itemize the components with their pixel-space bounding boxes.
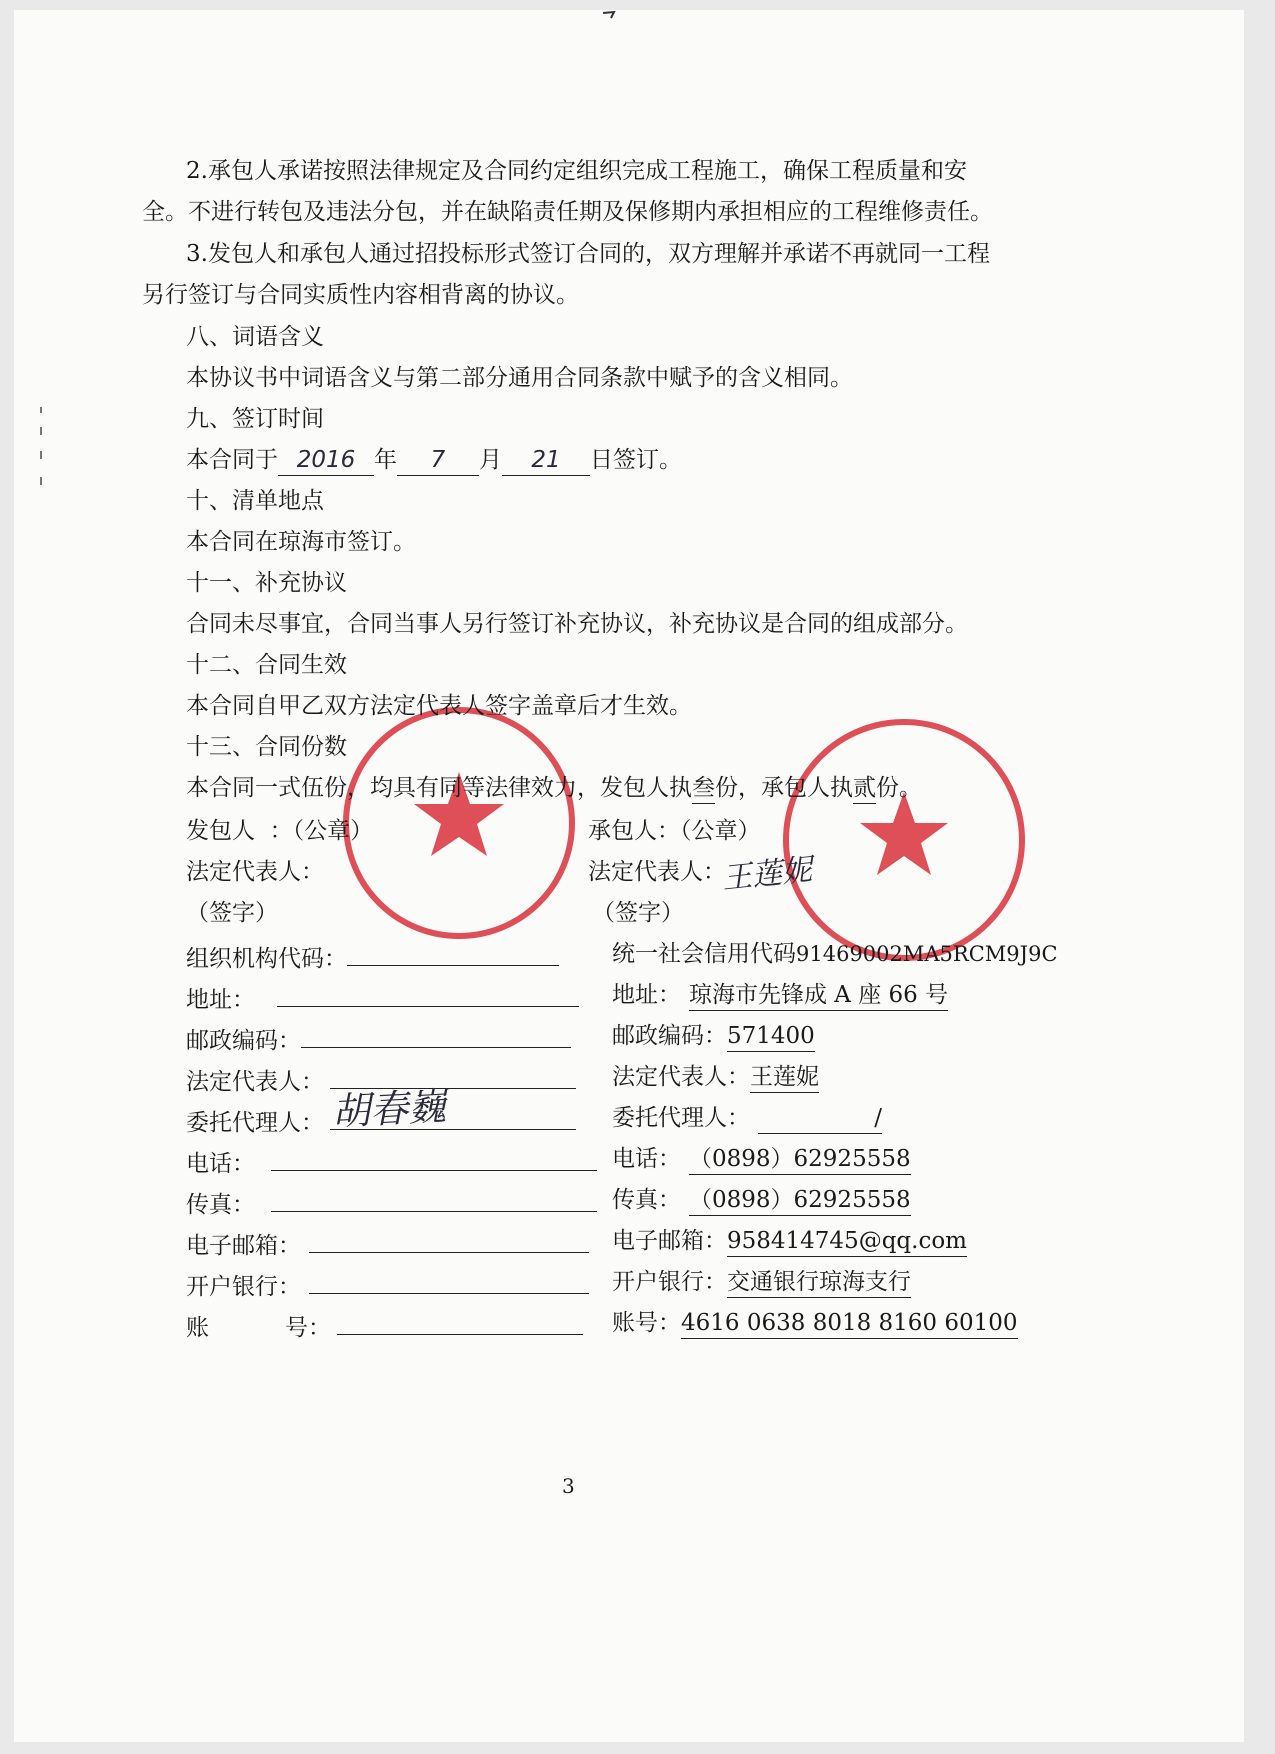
clause-2-line-1: 2.承包人承诺按照法律规定及合同约定组织完成工程施工，确保工程质量和安 xyxy=(186,158,967,184)
contractor-tel-label: 电话： xyxy=(612,1146,681,1172)
heading-8: 八、词语含义 xyxy=(186,324,324,350)
page-number: 3 xyxy=(562,1474,575,1498)
heading-9: 九、签订时间 xyxy=(186,406,324,432)
contractor-fax xyxy=(612,1185,911,1216)
employer-account-label-a: 账 xyxy=(186,1315,209,1341)
employer-tel xyxy=(186,1144,597,1179)
contractor-party: 承包人：（公章） xyxy=(588,818,761,844)
contractor-email-label: 电子邮箱： xyxy=(612,1228,727,1254)
employer-rep-label: 法定代表人： xyxy=(186,859,324,885)
contract-page xyxy=(14,10,1244,1742)
scan-mark-icon xyxy=(602,10,616,20)
credit-code-label: 统一社会信用代码 xyxy=(612,941,796,967)
contractor-postal xyxy=(612,1021,815,1052)
employer-email xyxy=(186,1226,589,1261)
employer-address xyxy=(186,980,579,1015)
binding-marks-icon xyxy=(36,405,46,495)
contractor-tel xyxy=(612,1144,911,1175)
contractor-postal-value: 571400 xyxy=(727,1021,815,1052)
employer-copies: 叁 xyxy=(692,773,715,804)
contractor-bank-label: 开户银行： xyxy=(612,1269,727,1295)
employer-account-field xyxy=(337,1308,583,1335)
employer-fax-label: 传真： xyxy=(186,1192,255,1218)
employer-bank-label: 开户银行： xyxy=(186,1274,301,1300)
contractor-account-label: 账号： xyxy=(612,1310,681,1336)
employer-tel-field xyxy=(271,1144,597,1171)
heading-11: 十一、补充协议 xyxy=(186,570,347,596)
org-code-field xyxy=(347,939,559,966)
contractor-address xyxy=(612,980,948,1011)
contractor-bank-value: 交通银行琼海支行 xyxy=(727,1267,911,1298)
contractor-account-value: 4616 0638 8018 8160 60100 xyxy=(681,1308,1018,1339)
contractor-postal-label: 邮政编码： xyxy=(612,1023,727,1049)
sign-year: 2016 xyxy=(278,445,374,476)
clause-11-text: 合同未尽事宜，合同当事人另行签订补充协议，补充协议是合同的组成部分。 xyxy=(186,611,968,637)
copies-text-3: 份。 xyxy=(876,775,922,801)
contractor-address-value: 琼海市先锋成 A 座 66 号 xyxy=(689,980,948,1011)
copies-text-1: 本合同一式伍份，均具有同等法律效力，发包人执 xyxy=(186,775,692,801)
sign-day-unit: 日签订。 xyxy=(590,447,682,473)
contractor-legal-rep xyxy=(612,1062,819,1093)
contractor-agent-label: 委托代理人： xyxy=(612,1105,750,1131)
contractor-legal-rep-value: 王莲妮 xyxy=(750,1062,819,1093)
copies-text-2: 份，承包人执 xyxy=(715,775,853,801)
credit-code-value: 91469002MA5RCM9J9C xyxy=(796,942,1058,966)
copies-line xyxy=(186,773,922,804)
contractor-email-value: 958414745@qq.com xyxy=(727,1226,967,1257)
clause-2-line-2: 全。不进行转包及违法分包，并在缺陷责任期及保修期内承担相应的工程维修责任。 xyxy=(142,199,993,225)
employer-email-field xyxy=(309,1226,589,1253)
contractor-legal-rep-label: 法定代表人： xyxy=(612,1064,750,1090)
contractor-fax-value: （0898）62925558 xyxy=(689,1185,911,1216)
contractor-rep-signature: 王莲妮 xyxy=(720,852,814,897)
contractor-fax-label: 传真： xyxy=(612,1187,681,1213)
sign-month-unit: 月 xyxy=(479,447,502,473)
employer-bank-field xyxy=(309,1267,589,1294)
heading-12: 十二、合同生效 xyxy=(186,652,347,678)
employer-agent-label: 委托代理人： xyxy=(186,1110,324,1136)
contractor-credit-code xyxy=(612,939,1058,969)
sign-date-prefix: 本合同于 xyxy=(186,447,278,473)
employer-sign-note: （签字） xyxy=(186,900,278,926)
employer-party: 发包人 ：（公章） xyxy=(186,818,374,844)
employer-address-label: 地址： xyxy=(186,987,255,1013)
heading-13: 十三、合同份数 xyxy=(186,734,347,760)
contractor-copies: 贰 xyxy=(853,773,876,804)
clause-12-text: 本合同自甲乙双方法定代表人签字盖章后才生效。 xyxy=(186,693,692,719)
sign-year-unit: 年 xyxy=(374,447,397,473)
clause-3-line-1: 3.发包人和承包人通过招投标形式签订合同的，双方理解并承诺不再就同一工程 xyxy=(186,241,990,267)
employer-email-label: 电子邮箱： xyxy=(186,1233,301,1259)
contractor-rep-label: 法定代表人： xyxy=(588,859,726,885)
org-code-label: 组织机构代码： xyxy=(186,946,347,972)
heading-10: 十、清单地点 xyxy=(186,488,324,514)
sign-month: 7 xyxy=(397,445,479,476)
employer-address-field xyxy=(277,980,579,1007)
employer-fax xyxy=(186,1185,597,1220)
contractor-sign-note: （签字） xyxy=(592,900,684,926)
employer-account xyxy=(186,1308,583,1343)
clause-3-line-2: 另行签订与合同实质性内容相背离的协议。 xyxy=(142,282,579,308)
employer-legal-rep-field xyxy=(330,1062,576,1089)
employer-legal-rep-label: 法定代表人： xyxy=(186,1069,324,1095)
contractor-bank xyxy=(612,1267,911,1298)
employer-fax-field xyxy=(271,1185,597,1212)
employer-postal-label: 邮政编码： xyxy=(186,1028,301,1054)
sign-date-line xyxy=(186,445,682,476)
clause-8-text: 本协议书中词语含义与第二部分通用合同条款中赋予的含义相同。 xyxy=(186,365,853,391)
employer-account-label-b: 号： xyxy=(285,1315,331,1341)
employer-postal-field xyxy=(301,1021,571,1048)
contractor-email xyxy=(612,1226,967,1257)
contractor-seal xyxy=(774,710,1034,970)
contractor-address-label: 地址： xyxy=(612,982,681,1008)
contractor-tel-value: （0898）62925558 xyxy=(689,1144,911,1175)
employer-postal xyxy=(186,1021,571,1056)
employer-tel-label: 电话： xyxy=(186,1151,255,1177)
employer-org-code xyxy=(186,939,559,974)
employer-bank xyxy=(186,1267,589,1302)
contractor-account xyxy=(612,1308,1018,1339)
contractor-agent-value: / xyxy=(758,1103,882,1134)
employer-agent-signature: 胡春巍 xyxy=(330,1084,448,1134)
sign-day: 21 xyxy=(502,445,590,476)
clause-10-text: 本合同在琼海市签订。 xyxy=(186,529,416,555)
contractor-agent xyxy=(612,1103,882,1134)
